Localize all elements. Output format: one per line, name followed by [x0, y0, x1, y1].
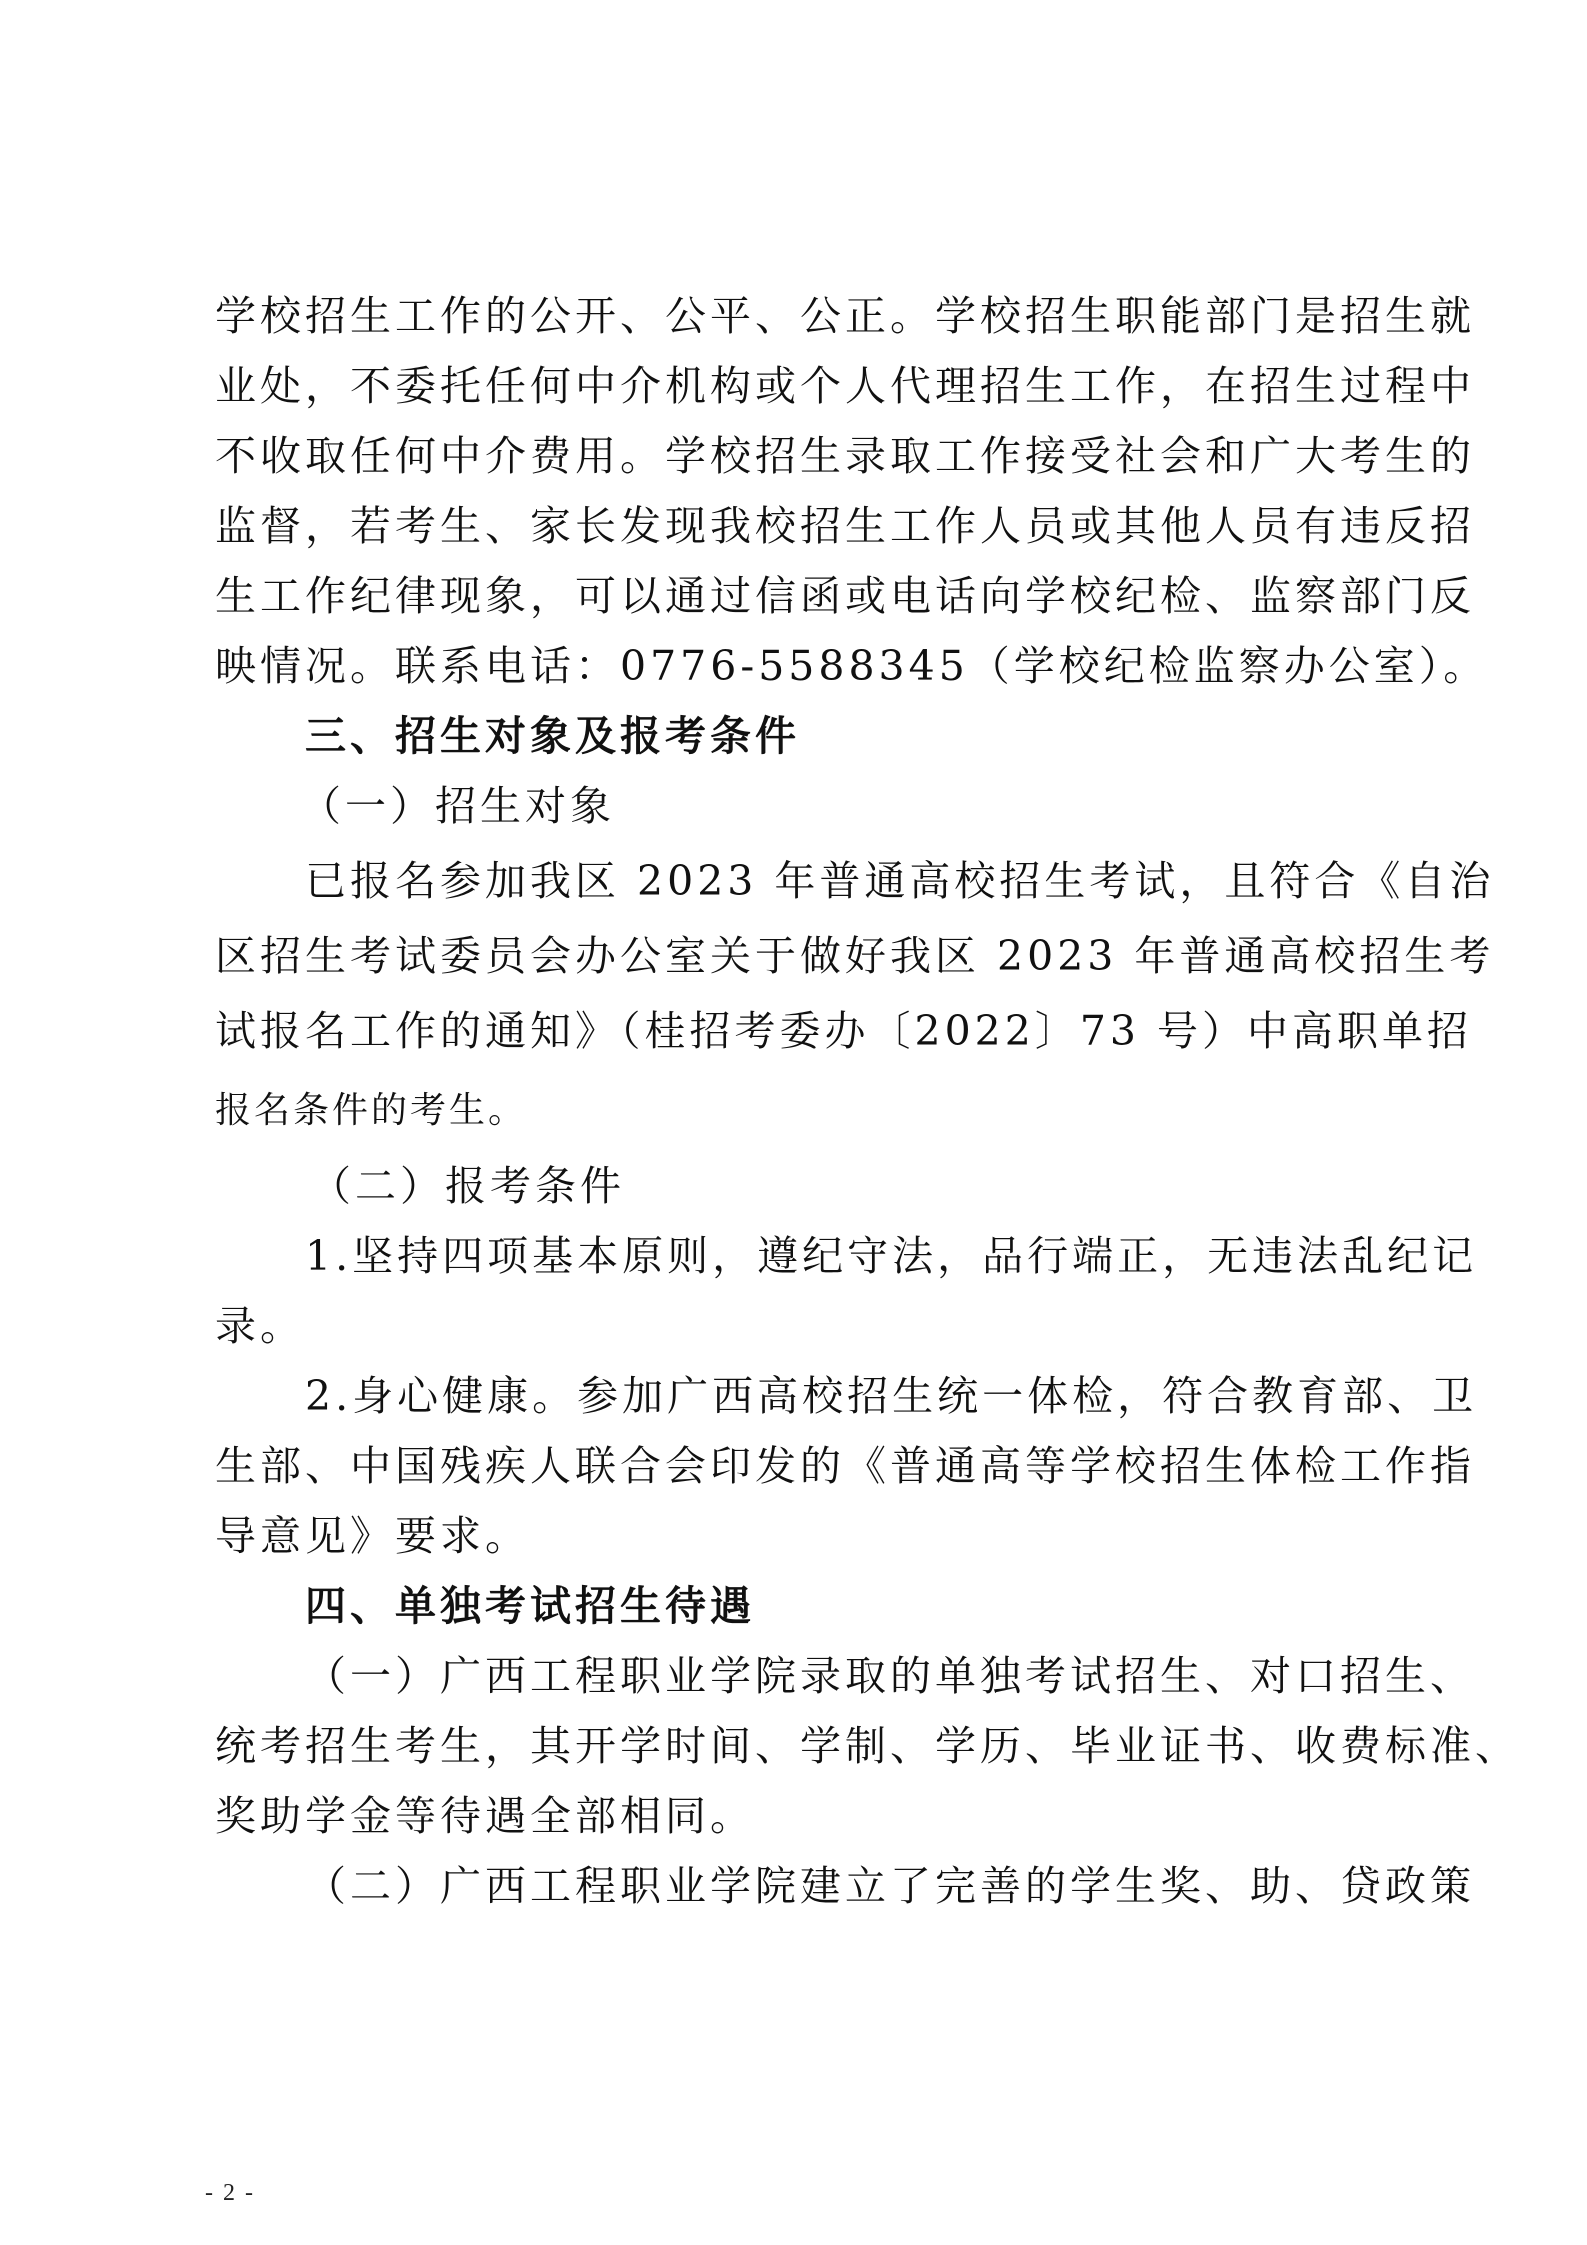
paragraph-line: 映情况。联系电话：0776-5588345（学校纪检监察办公室）。: [215, 642, 1489, 690]
paragraph-line: 学校招生工作的公开、公平、公正。学校招生职能部门是招生就: [215, 292, 1475, 340]
paragraph-line: 2.身心健康。参加广西高校招生统一体检，符合教育部、卫: [305, 1372, 1478, 1420]
paragraph-line: 奖助学金等待遇全部相同。: [215, 1792, 755, 1840]
paragraph-line: 已报名参加我区 2023 年普通高校招生考试，且符合《自治: [305, 857, 1495, 905]
paragraph-line: 1.坚持四项基本原则，遵纪守法，品行端正，无违法乱纪记: [305, 1232, 1478, 1280]
subsection-heading: （一）招生对象: [300, 782, 615, 830]
paragraph-line: 不收取任何中介费用。学校招生录取工作接受社会和广大考生的: [215, 432, 1475, 480]
subsection-heading: （二）报考条件: [310, 1162, 625, 1210]
paragraph-line: 区招生考试委员会办公室关于做好我区 2023 年普通高校招生考: [215, 932, 1495, 980]
paragraph-line: 监督，若考生、家长发现我校招生工作人员或其他人员有违反招: [215, 502, 1475, 550]
paragraph-line: 业处，不委托任何中介机构或个人代理招生工作，在招生过程中: [215, 362, 1475, 410]
paragraph-line: 导意见》要求。: [215, 1512, 530, 1560]
paragraph-line: 生工作纪律现象，可以通过信函或电话向学校纪检、监察部门反: [215, 572, 1475, 620]
paragraph-line: （二）广西工程职业学院建立了完善的学生奖、助、贷政策: [305, 1862, 1475, 1910]
section-heading-3: 三、招生对象及报考条件: [305, 712, 800, 760]
paragraph-line: 报名条件的考生。: [215, 1090, 528, 1131]
paragraph-line: （一）广西工程职业学院录取的单独考试招生、对口招生、: [305, 1652, 1475, 1700]
paragraph-line: 生部、中国残疾人联合会印发的《普通高等学校招生体检工作指: [215, 1442, 1475, 1490]
page-number: - 2 -: [205, 2180, 255, 2206]
paragraph-line: 试报名工作的通知》（桂招考委办〔2022〕73 号）中高职单招: [215, 1007, 1473, 1055]
paragraph-line: 统考招生考生，其开学时间、学制、学历、毕业证书、收费标准、: [215, 1722, 1520, 1770]
section-heading-4: 四、单独考试招生待遇: [305, 1582, 755, 1630]
paragraph-line: 录。: [215, 1302, 305, 1350]
